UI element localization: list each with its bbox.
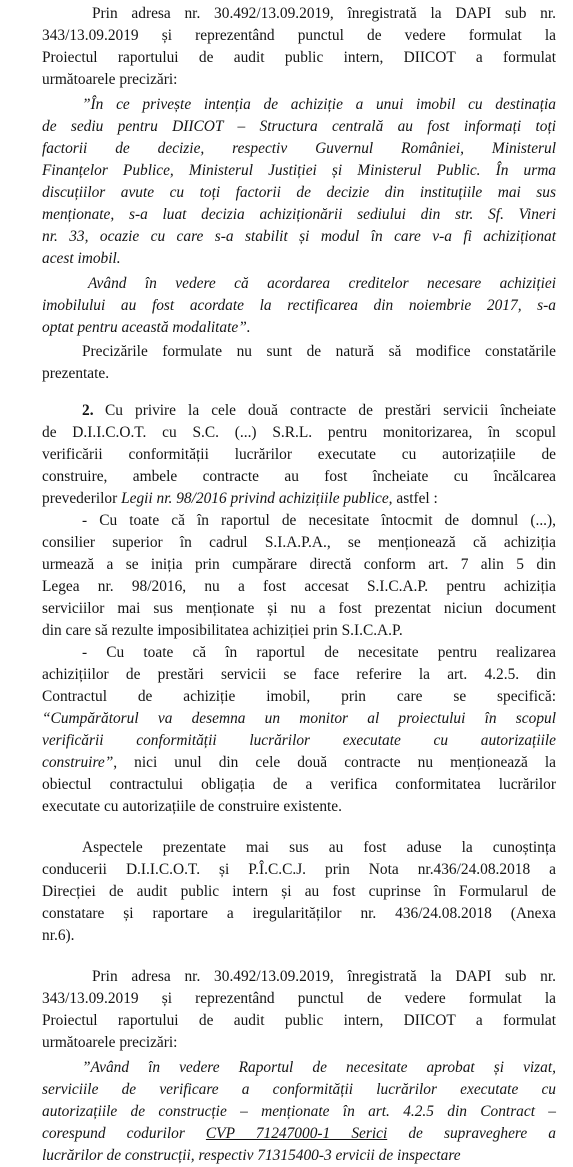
text-line: Contractul de achiziție imobil, prin care se specifică: (42, 688, 556, 705)
cpv-code: CVP 71247000-1 Serici (205, 1125, 388, 1142)
text-line: consilier superior în cadrul S.I.A.P.A., se menționează că achiziția (42, 534, 556, 551)
text-line: executate cu autorizațiile de construire existente. (42, 798, 342, 815)
law-reference: Legii nr. 98/2016 privind achizițiile publice, (121, 490, 393, 507)
quote-run: de supraveghere a (387, 1125, 556, 1142)
quote-line: autorizațiile de construcție – menționate în art. 4.2.5 din Contract – (42, 1103, 556, 1120)
quote-line: discuțiilor avute cu toți factorii de decizie din instituțiile mai sus (42, 184, 556, 201)
text-line: Proiectul raportului de audit public intern, DIICOT a formulat (42, 1012, 556, 1029)
text-line: - Cu toate că în raportul de necesitate pentru realizarea (82, 644, 556, 661)
text-line: următoarele precizări: (42, 71, 178, 88)
text-line: - Cu toate că în raportul de necesitate întocmit de domnul (...), (82, 512, 556, 529)
text-line: Proiectul raportului de audit public intern, DIICOT a formulat (42, 49, 556, 66)
text-line: conducerii D.I.I.C.O.T. și P.Î.C.C.J. prin Nota nr.436/24.08.2018 a (42, 861, 556, 878)
text-line: verificării conformității lucrărilor executate cu autorizațiile de (42, 446, 556, 463)
text-line: nr.6). (42, 927, 75, 944)
text-line: 343/13.09.2019 și reprezentând punctul de vedere formulat la (42, 27, 556, 44)
quote-line: ”În ce privește intenția de achiziție a unui imobil cu destinația (82, 96, 556, 113)
text-line: urmează a se iniția prin cumpărare directă conform art. 7 alin 5 din (42, 556, 556, 573)
quote-line: Având în vedere că acordarea creditelor necesare achiziției (88, 275, 556, 292)
quote-run: corespund codurilor (42, 1125, 206, 1142)
text-line: Direcției de audit public intern și au fost cuprinse în Formularul de (42, 883, 556, 900)
text-line: Aspectele prezentate mai sus au fost aduse la cunoștința (82, 839, 556, 856)
text-run: prevederilor (42, 490, 122, 507)
text-line: următoarele precizări: (42, 1034, 178, 1051)
text-line: serviciilor mai sus menționate și nu a fost prezentat niciun document (42, 600, 556, 617)
section-number: 2. (82, 402, 94, 419)
text-line: 343/13.09.2019 și reprezentând punctul de vedere formulat la (42, 990, 556, 1007)
quote-line: factorii de decizie, respectiv Guvernul României, Ministerul (42, 140, 556, 157)
quote-line: acest imobil. (42, 250, 121, 267)
quote-line: verificării conformității lucrărilor executate cu autorizațiile (42, 732, 556, 749)
quote-line: Finanțelor Publice, Ministerul Justiției și Ministerul Public. În urma (42, 162, 556, 179)
text-line: Precizările formulate nu sunt de natură să modifice constatările (82, 343, 556, 360)
quote-line (42, 1123, 556, 1145)
text-line: Legea nr. 98/2016, nu a fost accesat S.I.C.A.P. pentru achiziția (42, 578, 556, 595)
text-line: Prin adresa nr. 30.492/13.09.2019, înregistrată la DAPI sub nr. (92, 5, 556, 22)
text-line (42, 488, 438, 510)
quote-line: lucrărilor de construcții, respectiv 71315400-3 ervicii de inspectare (42, 1147, 461, 1164)
text-line: din care să rezulte imposibilitatea achiziției prin S.I.C.A.P. (42, 622, 403, 639)
text-line: Prin adresa nr. 30.492/13.09.2019, înregistrată la DAPI sub nr. (92, 968, 556, 985)
text-line: prezentate. (42, 365, 110, 382)
text-line: de D.I.I.C.O.T. cu S.C. (...) S.R.L. pentru monitorizarea, în scopul (42, 424, 556, 441)
text-line: achizițiilor de prestări servicii se face referire la art. 4.2.5. din (42, 666, 556, 683)
text-line: constatare și raportare a iregularităților nr. 436/24.08.2018 (Anexa (42, 905, 556, 922)
quote-line: serviciile de verificare a conformității lucrărilor executate cu (42, 1081, 556, 1098)
text-line: obiectul contractului obligația de a verifica conformitatea lucrărilor (42, 776, 556, 793)
quote-line: ”Având în vedere Raportul de necesitate aprobat și vizat, (82, 1059, 556, 1076)
quote-line: imobilului au fost acordate la rectificarea din noiembrie 2017, s-a (42, 297, 556, 314)
quote-line: “Cumpărătorul va desemna un monitor al proiectului în scopul (42, 710, 556, 727)
quote-line: nr. 33, ocazie cu care s-a stabilit și modul în care v-a fi achiziționat (42, 228, 556, 245)
quote-line: optat pentru această modalitate”. (42, 319, 251, 336)
quote-line: de sediu pentru DIICOT – Structura centrală au fost informați toți (42, 118, 556, 135)
text-line: Cu privire la cele două contracte de prestări servicii încheiate (105, 402, 556, 419)
text-run: astfel : (392, 490, 438, 507)
quote-line: menționate, s-a luat decizia achiziționării sediului din str. Sf. Vineri (42, 206, 556, 223)
text-line (42, 752, 556, 774)
text-line: construire, ambele contracte au fost încheiate cu încălcarea (42, 468, 556, 485)
text-run: , nici unul din cele două contracte nu menționează la (113, 754, 556, 771)
quote-run: construire” (42, 754, 114, 771)
